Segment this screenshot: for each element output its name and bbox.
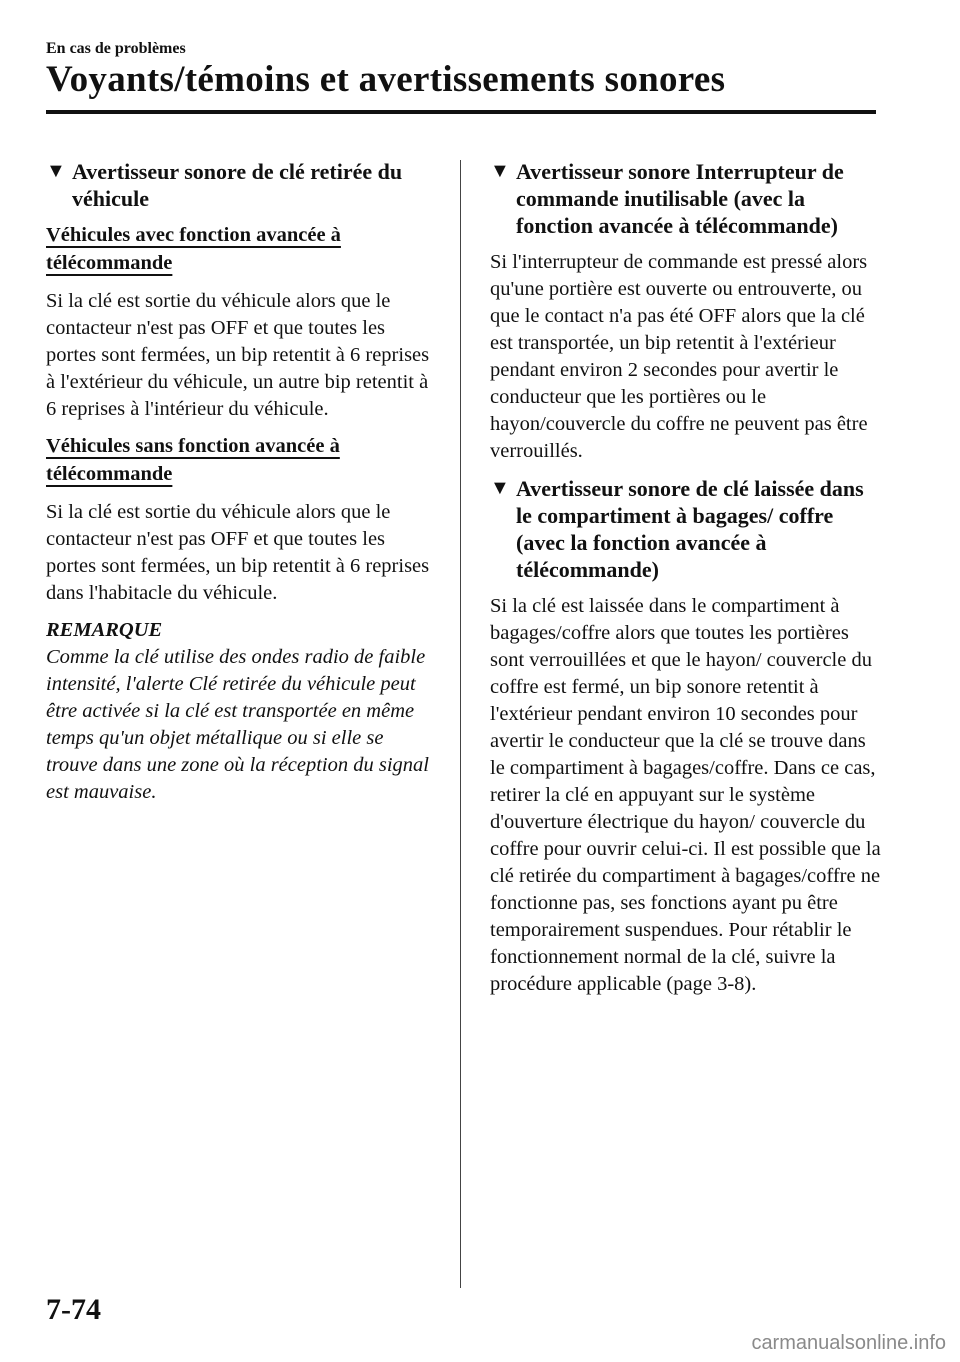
right-column bbox=[490, 158, 882, 1008]
section-heading-text: Avertisseur sonore de clé retirée du véhicule bbox=[72, 159, 403, 211]
note-text: Comme la clé utilise des ondes radio de faible intensité, l'alerte Clé retirée du véhicule peut être activée si la clé est transportée en même temps qu'un objet métallique ou si elle se trouve dans une zone où la réception du signal est mauvaise. bbox=[46, 646, 429, 803]
subheading-text: Véhicules avec fonction avancée à télécommande bbox=[46, 224, 341, 274]
paragraph-without-advanced-keyless: Si la clé est sortie du véhicule alors que le contacteur n'est pas OFF et que toutes les portes sont fermées, un bip retentit à 6 reprises dans l'habitacle du véhicule. bbox=[46, 501, 430, 604]
paragraph-with-advanced-keyless: Si la clé est sortie du véhicule alors que le contacteur n'est pas OFF et que toutes les portes sont fermées, un bip retentit à 6 reprises à l'extérieur du véhicule, un autre bip retentit à 6 reprises à l'intérieur du véhicule. bbox=[46, 290, 430, 420]
section-heading-key-removed bbox=[46, 158, 434, 212]
triangle-bullet-icon: ▼ bbox=[490, 160, 510, 182]
note-block bbox=[46, 617, 434, 806]
subheading-text: Véhicules sans fonction avancée à télécommande bbox=[46, 435, 340, 485]
title-rule bbox=[46, 110, 876, 114]
page-number: 7-74 bbox=[46, 1293, 101, 1326]
section-heading-text: Avertisseur sonore de clé laissée dans le compartiment à bagages/ coffre (avec la fonction avancée à télécommande) bbox=[516, 476, 864, 582]
note-label: REMARQUE bbox=[46, 619, 163, 641]
column-divider bbox=[460, 160, 461, 1288]
paragraph-key-left-in-trunk: Si la clé est laissée dans le compartiment à bagages/coffre alors que toutes les portières sont verrouillées et que le hayon/ couvercle du coffre est fermé, un bip sonore retentit à l'extérieur pendant environ 10 secondes pour avertir le conducteur que la clé se trouve dans le compartiment à bagages/coffre. Dans ce cas, retirer la clé en appuyant sur le système d'ouverture électrique du hayon/ couvercle du coffre pour ouvrir celui-ci. Il est possible que la clé retirée du compartiment à bagages/coffre ne fonctionne pas, ses fonctions ayant pu être temporairement suspendues. Pour rétablir le fonctionnement normal de la clé, suivre la procédure applicable (page 3-8). bbox=[490, 595, 881, 995]
paragraph-switch-inoperable: Si l'interrupteur de commande est pressé alors qu'une portière est ouverte ou entrouverte, ou que le contact n'a pas été OFF alors que la clé est transportée, un bip retentit à l'extérieur pendant environ 2 secondes pour avertir le conducteur que les portières ou le hayon/couvercle du coffre ne peuvent pas être verrouillés. bbox=[490, 251, 868, 462]
section-heading-text: Avertisseur sonore Interrupteur de commande inutilisable (avec la fonction avancée à télécommande) bbox=[516, 159, 844, 238]
section-heading-switch-inoperable bbox=[490, 158, 882, 239]
triangle-bullet-icon: ▼ bbox=[46, 160, 66, 182]
subheading-with-advanced-keyless bbox=[46, 222, 434, 278]
left-column bbox=[46, 158, 434, 806]
chapter-label: En cas de problèmes bbox=[46, 40, 186, 57]
section-heading-key-left-in-trunk bbox=[490, 475, 882, 583]
subheading-without-advanced-keyless bbox=[46, 433, 434, 489]
triangle-bullet-icon: ▼ bbox=[490, 477, 510, 499]
page-title: Voyants/témoins et avertissements sonores bbox=[46, 59, 726, 100]
watermark: carmanualsonline.info bbox=[751, 1332, 946, 1354]
